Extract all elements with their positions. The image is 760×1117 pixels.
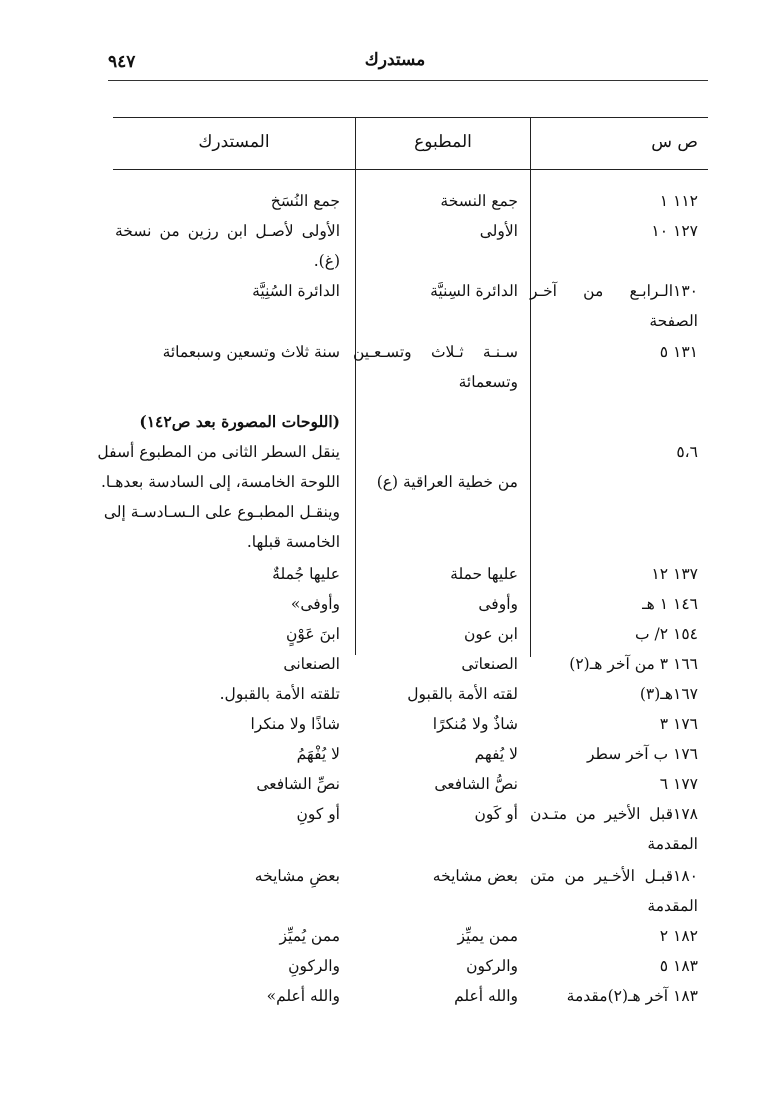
table-row <box>0 649 760 679</box>
table-row <box>0 306 760 336</box>
table-row <box>0 527 760 557</box>
page-line-cell: ١٧٧ ٦ <box>659 775 698 793</box>
table-row <box>0 921 760 951</box>
printed-cell: ابن عون <box>464 625 518 643</box>
table-row <box>0 216 760 246</box>
correction-cell: (غ). <box>313 252 340 270</box>
table-row <box>0 467 760 497</box>
table-row <box>0 829 760 859</box>
printed-cell: الدائرة السِنيَّة <box>430 282 518 300</box>
table-row <box>0 709 760 739</box>
page-line-cell: ١٦٧هـ(٣) <box>639 685 698 703</box>
correction-cell: والله أعلم» <box>266 987 340 1005</box>
correction-cell: لا يُفْهَمُ <box>296 745 340 763</box>
printed-cell: أو كَون <box>474 805 518 823</box>
page-line-cell: ١٦٦ ٣ من آخر هـ(٢) <box>569 655 698 673</box>
page-line-cell: ١٨٢ ٢ <box>659 927 698 945</box>
correction-cell: (اللوحات المصورة بعد ص١٤٢) <box>139 412 340 431</box>
page-line-cell: ١٨٠قبـل الأخـير من متن <box>530 867 698 885</box>
page-line-cell: ١٣١ ٥ <box>659 343 698 361</box>
table-row <box>0 246 760 276</box>
correction-cell: والركونِ <box>288 957 340 975</box>
correction-cell: شاذًا ولا منكرا <box>250 715 340 733</box>
printed-cell: جمع النسخة <box>440 192 518 210</box>
table-row <box>0 951 760 981</box>
correction-cell: بعضِ مشايخه <box>254 867 340 885</box>
correction-cell: ينقل السطر الثانى من المطبوع أسفل <box>97 443 340 461</box>
printed-cell: من خطية العراقية (ع) <box>376 473 518 491</box>
column-header-page-line: ص س <box>651 132 698 152</box>
column-header-printed: المطبوع <box>414 132 472 152</box>
page-line-cell: المقدمة <box>647 897 698 915</box>
correction-cell: الأولى لأصـل ابن رزين من نسخة <box>115 222 340 240</box>
correction-cell: الدائرة السُنِيَّة <box>252 282 340 300</box>
correction-cell: أو كونِ <box>296 805 340 823</box>
page-line-cell: ١٣٧ ١٢ <box>651 565 698 583</box>
header-rule <box>108 80 708 81</box>
page-line-cell: ١٣٠الـرابـع من آخـر <box>530 282 698 300</box>
correction-cell: وينقـل المطبـوع على الـسـادسـة إلى <box>103 503 340 521</box>
correction-cell: ممن يُميِّز <box>279 927 340 945</box>
table-row <box>0 891 760 921</box>
printed-cell: بعض مشايخه <box>432 867 518 885</box>
printed-cell: وتسعمائة <box>458 373 518 391</box>
table-row <box>0 861 760 891</box>
printed-cell: نصُّ الشافعى <box>434 775 518 793</box>
printed-cell: وأوفى <box>478 595 518 613</box>
column-header-correction: المستدرك <box>198 132 270 152</box>
table-row <box>0 337 760 367</box>
correction-cell: تلقته الأمة بالقبول. <box>219 685 340 703</box>
correction-cell: الصنعانى <box>283 655 340 673</box>
page-line-cell: ١٧٨قبل الأخير من متـدن <box>530 805 698 823</box>
table-row <box>0 437 760 467</box>
printed-cell: لقته الأمة بالقبول <box>407 685 518 703</box>
printed-cell: والله أعلم <box>454 987 518 1005</box>
printed-cell: عليها حملة <box>450 565 518 583</box>
correction-cell: جمع النُسَخ <box>270 192 340 210</box>
table-row <box>0 497 760 527</box>
table-row <box>0 367 760 397</box>
correction-cell: الخامسة قبلها. <box>246 533 340 551</box>
correction-cell: سنة ثلاث وتسعين وسبعمائة <box>162 343 340 361</box>
correction-cell: وأوفى» <box>290 595 340 613</box>
table-row <box>0 799 760 829</box>
table-row <box>0 619 760 649</box>
printed-cell: شاذٌ ولا مُنكرًا <box>432 715 518 733</box>
page-line-cell: ١٧٦ ٣ <box>659 715 698 733</box>
page-title: مستدرك <box>364 50 426 70</box>
correction-cell: ابنَ عَوْنٍ <box>286 625 340 643</box>
page-line-cell: ١٤٦ ١ هـ <box>642 595 698 613</box>
page-line-cell: ١٧٦ ب آخر سطر <box>586 745 698 763</box>
table-row <box>0 407 760 437</box>
printed-cell: ممن يميِّز <box>457 927 518 945</box>
table-row <box>0 739 760 769</box>
correction-cell: نصِّ الشافعى <box>256 775 340 793</box>
page-line-cell: ١٥٤ ٢/ ب <box>635 625 698 643</box>
page-line-cell: ١٨٣ آخر هـ(٢)مقدمة <box>566 987 698 1005</box>
page-line-cell: الصفحة <box>649 312 698 330</box>
printed-cell: سـنـة ثـلاث وتسـعـين <box>353 343 518 361</box>
printed-cell: والركون <box>466 957 518 975</box>
page-line-cell: ١٢٧ ١٠ <box>651 222 698 240</box>
page-line-cell: ٥،٦ <box>676 443 698 461</box>
printed-cell: الصنعاتى <box>461 655 518 673</box>
table-row <box>0 981 760 1011</box>
table-row <box>0 559 760 589</box>
table-row <box>0 589 760 619</box>
printed-cell: لا يُفهم <box>474 745 518 763</box>
table-top-rule <box>113 117 708 118</box>
table-header-rule <box>113 169 708 170</box>
table-row <box>0 679 760 709</box>
correction-cell: اللوحة الخامسة، إلى السادسة بعدهـا. <box>101 473 340 491</box>
printed-cell: الأولى <box>479 222 518 240</box>
page-line-cell: ١١٢ ١ <box>659 192 698 210</box>
page-line-cell: ١٨٣ ٥ <box>659 957 698 975</box>
correction-cell: عليها جُملةٌ <box>272 565 340 583</box>
table-row <box>0 276 760 306</box>
table-row <box>0 186 760 216</box>
page-number: ٩٤٧ <box>108 52 136 72</box>
page-line-cell: المقدمة <box>647 835 698 853</box>
table-row <box>0 769 760 799</box>
